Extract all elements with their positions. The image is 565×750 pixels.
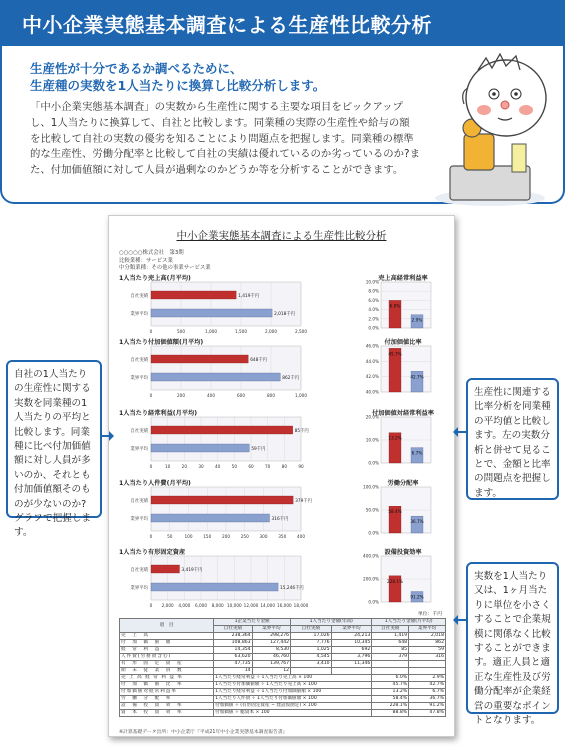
table-cell: 88.8% bbox=[372, 710, 409, 717]
ratio-ind-value-2: 6.7% bbox=[411, 450, 423, 456]
ratio-axis-tick-2: 0.0% bbox=[368, 460, 379, 466]
table-group-1: 1人当たり金額(年間) bbox=[291, 619, 372, 626]
table-cell: 7,776 bbox=[291, 640, 332, 647]
bar-ind-label-1: 業界平均 bbox=[130, 376, 148, 381]
bar-ind-1 bbox=[151, 373, 280, 381]
ratio-axis-tick-1: 46.0% bbox=[365, 343, 379, 349]
industry-line-1: 比較業種：サービス業 bbox=[119, 258, 173, 264]
ratio-own-value-3: 58.4% bbox=[388, 509, 402, 515]
bar-axis-tick-2: 70 bbox=[264, 464, 271, 469]
ratio-axis-tick-4: 200.0% bbox=[363, 576, 379, 582]
table-formula: 1人当たり経常利益 ÷ 1人当たり売上高 × 100 bbox=[214, 675, 372, 682]
bar-plot-area-4 bbox=[151, 556, 301, 600]
table-cell: 36.7% bbox=[409, 696, 446, 703]
ratio-chart-title-0: 売上高経常利益率 bbox=[378, 275, 428, 282]
source-footnote: ※計算基礎データ出所：中小企業庁『平成21年中小企業実態基本調査報告書』 bbox=[119, 730, 288, 735]
bar-axis-tick-4: 2,000 bbox=[161, 603, 174, 608]
table-cell: 91.2% bbox=[409, 703, 446, 710]
bar-ind-value-0: 2,018千円 bbox=[274, 312, 295, 317]
bar-ind-value-4: 15,246千円 bbox=[280, 586, 304, 591]
intro-headline bbox=[30, 60, 325, 94]
table-row-label: 有 形 固 定 資 産 bbox=[120, 661, 214, 668]
table-cell bbox=[331, 668, 372, 675]
ratio-chart-title-3: 労働分配率 bbox=[387, 480, 419, 487]
data-table bbox=[119, 618, 446, 717]
table-cell bbox=[409, 668, 446, 675]
ratio-axis-tick-1: 44.0% bbox=[365, 358, 379, 364]
intro-headline-line-2: 生産種の実数を1人当たりに換算し比較分析します。 bbox=[30, 78, 326, 93]
bar-axis-tick-0: 500 bbox=[177, 329, 185, 334]
table-row-label: 資 本 投 資 効 率 bbox=[120, 710, 214, 717]
ratio-axis-tick-0: 0.0% bbox=[368, 325, 379, 331]
intro-headline-line-1: 生産性が十分であるか調べるために、 bbox=[30, 61, 243, 76]
bar-axis-tick-2: 10 bbox=[164, 464, 171, 469]
table-cell: 139,767 bbox=[252, 661, 291, 668]
intro-body-text: 「中小企業実態基本調査」の実数から生産性に関する主要な項目をピックアップし、1人当たりに換算して、自社と比較します。同業種の実際の生産性や給与の額を比較して自社の実数の優劣を知ることにより問題点を把握します。同業種の標準的な生産性、労働分配率と比較して自社の実績は優れているのか劣っているのか?また、付加価値額に対して人員が過剰なのかどうか等を分析することができます。 bbox=[30, 101, 420, 177]
table-cell: 63,620 bbox=[214, 654, 253, 661]
table-cell: 6.0% bbox=[372, 675, 409, 682]
page-title: 中小企業実態基本調査による生産性比較分析 bbox=[22, 13, 432, 37]
bar-own-1 bbox=[151, 355, 248, 363]
bar-own-value-1: 648千円 bbox=[250, 358, 267, 363]
table-sub-ind: 業界平均 bbox=[409, 626, 446, 633]
table-ratio-row bbox=[120, 703, 446, 710]
ratio-own-value-4: 228.1% bbox=[387, 578, 403, 584]
table-cell: 108,863 bbox=[214, 640, 253, 647]
bar-ind-value-2: 59千円 bbox=[251, 447, 266, 452]
bar-axis-tick-0: 0 bbox=[149, 329, 153, 334]
ratio-chart-title-4: 設備投資効率 bbox=[384, 549, 422, 556]
ratio-axis-tick-1: 42.0% bbox=[365, 374, 379, 380]
bar-plot-area-0 bbox=[151, 282, 301, 326]
callout-left: 自社の1人当たりの生産性に関する実数を同業種の1人当たりの平均と比較します。同業種に比べ付加価値額に対し人員が多いのか、それとも付加価値額そのものが少ないのか?グラフで把握します。 bbox=[6, 360, 102, 518]
table-row-label: 付 加 価 値 比 率 bbox=[120, 682, 214, 689]
table-ratio-row bbox=[120, 682, 446, 689]
table-ratio-row bbox=[120, 689, 446, 696]
table-cell: 59 bbox=[409, 647, 446, 654]
company-name: ○○○○○株式会社 第3期 bbox=[119, 250, 184, 256]
bar-axis-tick-0: 2,000 bbox=[265, 329, 277, 334]
ratio-own-value-1: 45.7% bbox=[388, 351, 402, 357]
table-row-label: 経 常 利 益 bbox=[120, 647, 214, 654]
table-formula: 付加価値 ÷ 総資本 × 100 bbox=[214, 710, 372, 717]
bar-axis-tick-4: 4,000 bbox=[178, 603, 191, 608]
bar-axis-tick-2: 90 bbox=[298, 464, 304, 469]
table-cell: 24,213 bbox=[331, 633, 372, 640]
bar-axis-tick-4: 0 bbox=[149, 603, 153, 608]
bar-chart-title-2: 1人当たり経常利益(月平均) bbox=[119, 410, 198, 417]
table-cell: 648 bbox=[372, 640, 409, 647]
table-row bbox=[120, 633, 446, 640]
table-row-label: 設 備 投 資 効 率 bbox=[120, 703, 214, 710]
ratio-plot-area-0 bbox=[381, 282, 431, 328]
bar-own-value-2: 85千円 bbox=[294, 429, 309, 434]
table-formula: 1人当たり付加価値額 ÷ 1人当たり売上高 × 100 bbox=[214, 682, 372, 689]
bar-chart-title-1: 1人当たり付加価値額(月平均) bbox=[119, 339, 204, 346]
bar-axis-tick-1: 1,000 bbox=[295, 393, 307, 398]
table-cell: 127,442 bbox=[252, 640, 291, 647]
bar-own-value-4: 3,419千円 bbox=[181, 568, 203, 573]
ratio-axis-tick-3: 0.0% bbox=[368, 530, 379, 536]
bar-own-label-2: 自社実績 bbox=[130, 429, 148, 434]
table-row-label: 期 末 従 業 員 数 bbox=[120, 668, 214, 675]
bar-axis-tick-1: 200 bbox=[177, 393, 185, 398]
bar-axis-tick-3: 350 bbox=[278, 534, 287, 539]
ratio-own-value-2: 13.2% bbox=[388, 435, 402, 441]
arrow-right-bottom-icon bbox=[453, 614, 467, 626]
bar-ind-label-0: 業界平均 bbox=[130, 312, 148, 317]
bar-ind-value-1: 862千円 bbox=[282, 376, 300, 381]
bar-axis-tick-3: 400 bbox=[297, 534, 305, 539]
bar-axis-tick-0: 2,500 bbox=[295, 329, 307, 334]
bar-own-label-0: 自社実績 bbox=[130, 294, 148, 299]
table-cell bbox=[372, 668, 409, 675]
table-cell: 379 bbox=[372, 654, 409, 661]
ratio-chart-title-1: 付加価値比率 bbox=[384, 339, 422, 346]
table-cell: 47,735 bbox=[214, 661, 253, 668]
bar-own-value-0: 1,419千円 bbox=[238, 294, 260, 299]
bar-ind-4 bbox=[151, 583, 278, 591]
bar-plot-area-1 bbox=[151, 346, 301, 390]
table-ratio-row bbox=[120, 710, 446, 717]
table-cell: 862 bbox=[409, 640, 446, 647]
ratio-axis-tick-4: 400.0% bbox=[363, 553, 379, 559]
ratio-axis-tick-0: 2.0% bbox=[368, 316, 379, 322]
table-row bbox=[120, 647, 446, 654]
table-row-label: 労 働 分 配 率 bbox=[120, 696, 214, 703]
bar-chart-title-3: 1人当たり人件費(月平均) bbox=[119, 480, 191, 487]
bar-own-value-3: 379千円 bbox=[295, 499, 312, 504]
bar-axis-tick-3: 150 bbox=[203, 534, 212, 539]
ratio-axis-tick-3: 100.0% bbox=[363, 484, 379, 490]
bar-own-4 bbox=[151, 565, 179, 573]
table-cell: 13.2% bbox=[372, 689, 409, 696]
bar-own-2 bbox=[151, 426, 293, 434]
table-sub-ind: 業界平均 bbox=[252, 626, 291, 633]
bar-axis-tick-4: 8,000 bbox=[211, 603, 224, 608]
table-cell: 692 bbox=[331, 647, 372, 654]
table-row-label: 売 上 高 経 常 利 益 率 bbox=[120, 675, 214, 682]
table-cell: 47.8% bbox=[409, 710, 446, 717]
bar-own-0 bbox=[151, 291, 236, 299]
bar-axis-tick-1: 800 bbox=[267, 393, 275, 398]
table-sub-own: 自社実績 bbox=[372, 626, 409, 633]
bar-chart-title-4: 1人当たり有形固定資産 bbox=[119, 549, 186, 556]
report-document bbox=[108, 215, 455, 737]
table-head-item: 項 目 bbox=[120, 619, 214, 633]
ratio-ind-value-1: 42.7% bbox=[410, 374, 424, 380]
table-cell: 4,545 bbox=[291, 654, 332, 661]
bar-axis-tick-3: 100 bbox=[184, 534, 193, 539]
table-cell: 2,018 bbox=[409, 633, 446, 640]
bar-axis-tick-2: 20 bbox=[181, 464, 188, 469]
table-cell: 10,345 bbox=[331, 640, 372, 647]
table-cell: 42.7% bbox=[409, 682, 446, 689]
ratio-chart-title-2: 付加価値対経常利益率 bbox=[372, 410, 434, 417]
table-cell: 6.7% bbox=[409, 689, 446, 696]
bar-axis-tick-0: 1,500 bbox=[235, 329, 247, 334]
bar-axis-tick-1: 600 bbox=[237, 393, 245, 398]
table-cell: 3,796 bbox=[331, 654, 372, 661]
bar-ind-value-3: 316千円 bbox=[271, 517, 289, 522]
table-row-label: 売 上 高 bbox=[120, 633, 214, 640]
table-cell: 3,410 bbox=[291, 661, 332, 668]
callout-right-top: 生産性に関連する比率分析を同業種の平均値と比較します。左の実数分析と併せて見ることで、金額と比率の問題点を把握します。 bbox=[466, 378, 559, 500]
bar-ind-label-3: 業界平均 bbox=[130, 517, 148, 522]
data-table-wrap bbox=[119, 618, 446, 717]
table-sub-ind: 業界平均 bbox=[331, 626, 372, 633]
bar-axis-tick-3: 300 bbox=[259, 534, 268, 539]
table-row bbox=[120, 654, 446, 661]
callout-right-bottom: 実数を1人当たり又は、1ヶ月当たりに単位を小さくすることで企業規模に関係なく比較することができます。適正人員と適正な生産性及び労働分配率が企業経営の重要なポイントとなります。 bbox=[466, 562, 559, 714]
table-cell: 1,025 bbox=[291, 647, 332, 654]
table-cell bbox=[372, 661, 409, 668]
header-banner bbox=[0, 0, 565, 46]
table-row bbox=[120, 640, 446, 647]
bar-axis-tick-3: 0 bbox=[149, 534, 153, 539]
ratio-axis-tick-3: 50.0% bbox=[365, 507, 379, 513]
ratio-axis-tick-0: 6.0% bbox=[368, 297, 379, 303]
bar-axis-tick-2: 0 bbox=[149, 464, 153, 469]
table-formula: 1人当たり経常利益 ÷ 1人当たり付加価値額 × 100 bbox=[214, 689, 372, 696]
table-row bbox=[120, 661, 446, 668]
bar-axis-tick-2: 60 bbox=[248, 464, 254, 469]
bar-own-3 bbox=[151, 496, 293, 504]
industry-line-2: 中分類業種：その他の事業サービス業 bbox=[119, 265, 211, 271]
report-title: 中小企業実態基本調査による生産性比較分析 bbox=[176, 230, 387, 242]
bar-axis-tick-1: 400 bbox=[207, 393, 215, 398]
bar-axis-tick-4: 14,000 bbox=[260, 603, 275, 608]
table-ratio-row bbox=[120, 696, 446, 703]
arrow-right-top-icon bbox=[453, 426, 467, 438]
table-cell: 46,760 bbox=[252, 654, 291, 661]
bar-axis-tick-4: 12,000 bbox=[243, 603, 259, 608]
bar-axis-tick-1: 0 bbox=[149, 393, 153, 398]
arrow-left-icon bbox=[100, 430, 114, 442]
ratio-axis-tick-0: 4.0% bbox=[368, 307, 379, 313]
ratio-ind-value-3: 36.7% bbox=[410, 519, 424, 525]
ratio-ind-value-0: 2.9% bbox=[411, 317, 423, 323]
bar-chart-title-0: 1人当たり売上高(月平均) bbox=[119, 275, 191, 282]
bar-axis-tick-4: 16,000 bbox=[277, 603, 292, 608]
bar-axis-tick-2: 80 bbox=[281, 464, 288, 469]
bar-plot-area-2 bbox=[151, 417, 301, 461]
table-cell: 238,364 bbox=[214, 633, 253, 640]
bar-axis-tick-3: 200 bbox=[222, 534, 230, 539]
table-cell: 17,026 bbox=[291, 633, 332, 640]
table-cell: 316 bbox=[409, 654, 446, 661]
table-cell: 14 bbox=[214, 668, 253, 675]
table-row bbox=[120, 668, 446, 675]
unit-label: 単位：千円 bbox=[418, 612, 442, 617]
table-cell: 1,419 bbox=[372, 633, 409, 640]
bar-own-label-4: 自社実績 bbox=[130, 568, 148, 573]
table-sub-own: 自社実績 bbox=[214, 626, 253, 633]
table-cell: 85 bbox=[372, 647, 409, 654]
bar-axis-tick-4: 10,000 bbox=[227, 603, 242, 608]
table-cell: 228.1% bbox=[372, 703, 409, 710]
table-cell bbox=[291, 668, 332, 675]
table-cell: 2.9% bbox=[409, 675, 446, 682]
ratio-own-value-0: 6.0% bbox=[389, 303, 401, 309]
table-cell: 14,354 bbox=[214, 647, 253, 654]
table-cell: 298,276 bbox=[252, 633, 291, 640]
bar-ind-2 bbox=[151, 444, 249, 452]
bar-own-label-3: 自社実績 bbox=[130, 499, 148, 504]
bar-axis-tick-3: 50 bbox=[167, 534, 173, 539]
table-group-0: 1企業当たり金額 bbox=[214, 619, 291, 626]
ratio-axis-tick-4: 0.0% bbox=[368, 599, 379, 605]
table-row-label: 付加価値対経常利益率 bbox=[120, 689, 214, 696]
bar-axis-tick-2: 30 bbox=[198, 464, 204, 469]
table-cell: 11,346 bbox=[331, 661, 372, 668]
bar-ind-label-4: 業界平均 bbox=[130, 586, 148, 591]
table-row-label: 人件費(労務費含む) bbox=[120, 654, 214, 661]
ratio-ind-value-4: 91.2% bbox=[410, 594, 424, 600]
table-cell: 12 bbox=[252, 668, 291, 675]
ratio-axis-tick-0: 8.0% bbox=[368, 288, 379, 294]
table-cell bbox=[409, 661, 446, 668]
table-row-label: 付 加 価 値 額 bbox=[120, 640, 214, 647]
bar-axis-tick-2: 50 bbox=[231, 464, 238, 469]
ratio-axis-tick-0: 10.0% bbox=[365, 279, 379, 285]
table-ratio-row bbox=[120, 675, 446, 682]
ratio-axis-tick-1: 40.0% bbox=[365, 389, 379, 395]
table-cell: 45.7% bbox=[372, 682, 409, 689]
table-cell: 58.4% bbox=[372, 696, 409, 703]
bar-ind-label-2: 業界平均 bbox=[130, 447, 148, 452]
ratio-axis-tick-2: 20.0% bbox=[365, 414, 379, 420]
bar-axis-tick-4: 18,000 bbox=[293, 603, 309, 608]
mascot-illustration bbox=[420, 48, 556, 208]
table-formula: 付加価値 ÷ (有形固定資産 − 建設仮勘定) × 100 bbox=[214, 703, 372, 710]
bar-axis-tick-0: 1,000 bbox=[205, 329, 217, 334]
bar-axis-tick-3: 250 bbox=[240, 534, 249, 539]
bar-axis-tick-2: 40 bbox=[214, 464, 221, 469]
bar-axis-tick-4: 6,000 bbox=[195, 603, 207, 608]
ratio-axis-tick-2: 10.0% bbox=[365, 437, 379, 443]
table-cell: 8,530 bbox=[252, 647, 291, 654]
bar-ind-3 bbox=[151, 514, 270, 522]
table-formula: 1人当たり人件費 ÷ 1人当たり付加価値額 × 100 bbox=[214, 696, 372, 703]
table-sub-own: 自社実績 bbox=[291, 626, 332, 633]
table-group-2: 1人当たり金額(月平均) bbox=[372, 619, 446, 626]
bar-own-label-1: 自社実績 bbox=[130, 358, 148, 363]
bar-ind-0 bbox=[151, 309, 272, 317]
